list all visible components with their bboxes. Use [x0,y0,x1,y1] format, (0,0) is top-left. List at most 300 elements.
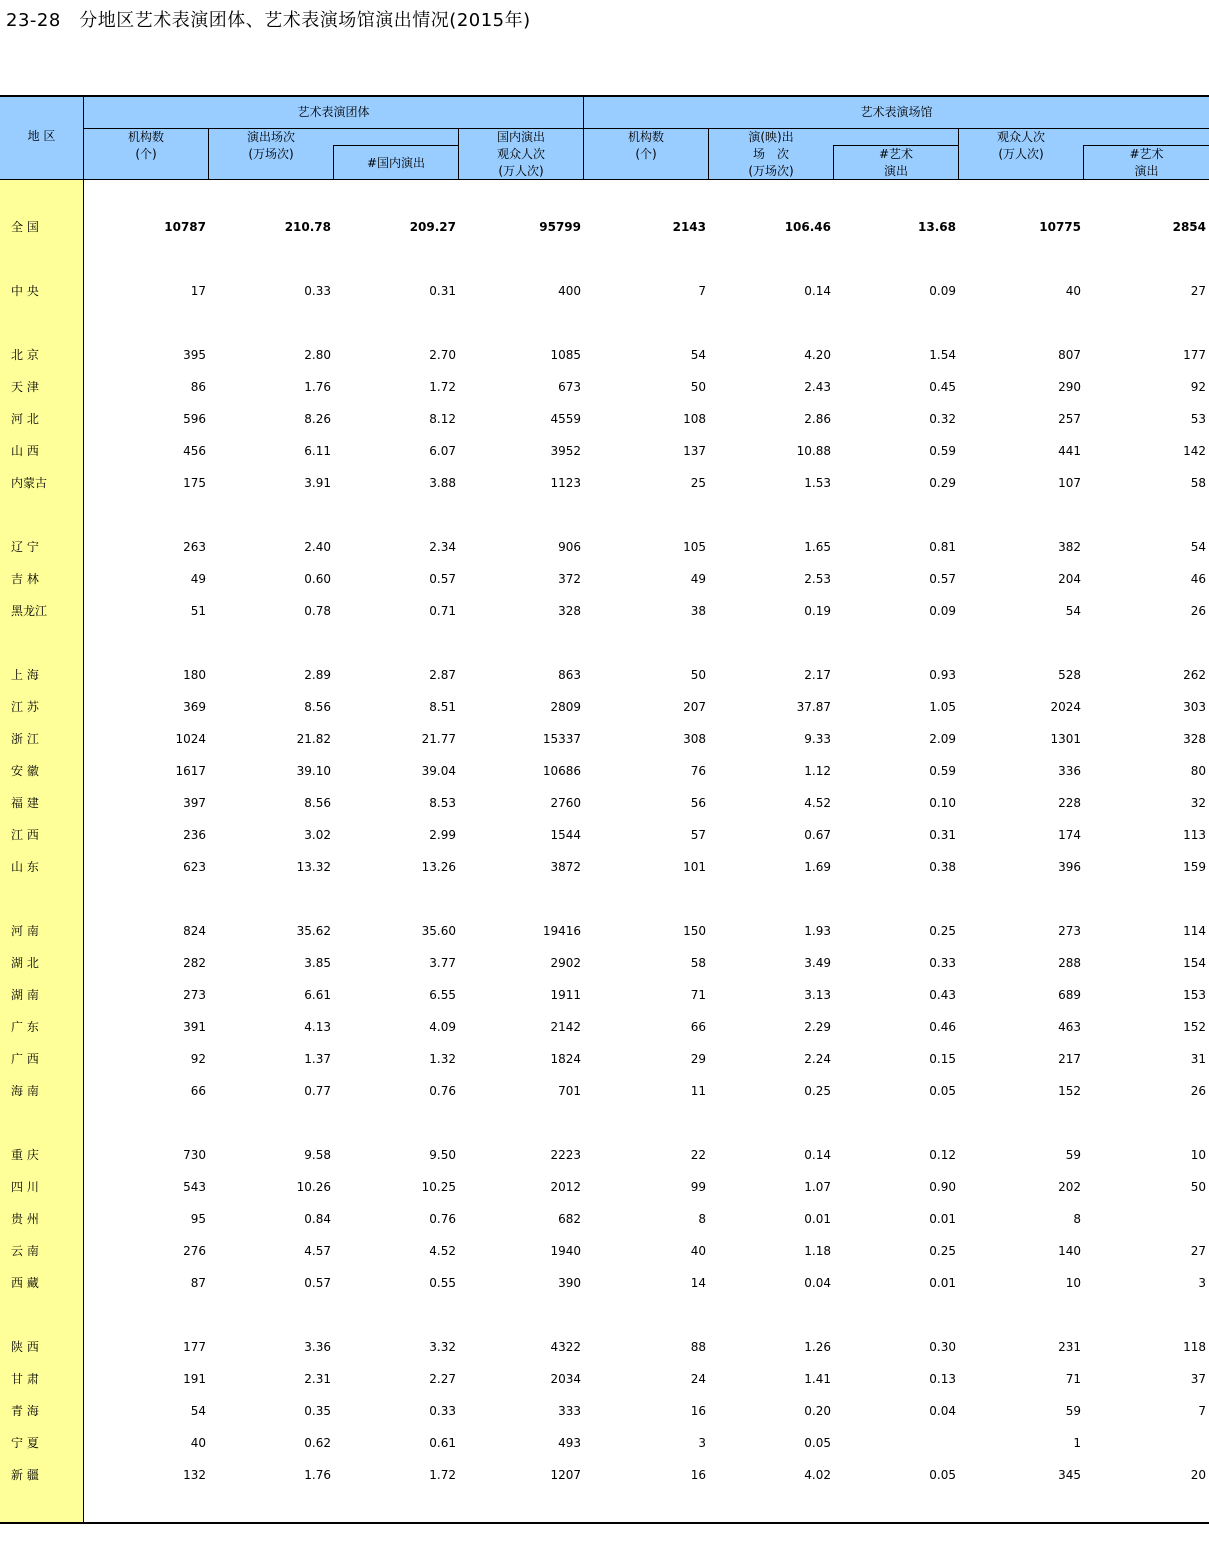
table-cell: 231 [1058,1340,1081,1354]
table-cell: 29 [690,1052,706,1066]
table-cell: 228 [1058,796,1081,810]
table-cell: 262 [1183,668,1206,682]
region-name: 河 北 [11,412,39,426]
header-divider [208,128,209,180]
table-cell: 328 [1183,732,1206,746]
table-cell: 26 [1190,1084,1206,1098]
table-cell: 0.25 [929,924,956,938]
region-name: 宁 夏 [11,1436,39,1450]
table-cell: 6.11 [304,444,331,458]
table-cell: 13.32 [296,860,331,874]
table-cell: 7 [1198,1404,1206,1418]
table-cell: 1.12 [804,764,831,778]
table-cell: 441 [1058,444,1081,458]
table-cell: 1911 [550,988,581,1002]
header-divider [1084,145,1209,146]
table-cell: 35.60 [421,924,456,938]
table-cell: 2854 [1172,220,1206,234]
table-cell: 50 [690,668,706,682]
table-cell: 0.61 [429,1436,456,1450]
table-cell: 0.60 [304,572,331,586]
table-cell: 0.71 [429,604,456,618]
table-cell: 2.34 [429,540,456,554]
table-cell: 66 [190,1084,206,1098]
table-cell: 9.33 [804,732,831,746]
table-cell: 391 [183,1020,206,1034]
col-header-venue-art-audience [1084,146,1209,180]
region-name: 黑龙江 [11,604,48,618]
table-cell: 2.31 [304,1372,331,1386]
table-cell: 105 [683,540,706,554]
table-cell: 15337 [542,732,581,746]
table-cell: 2.09 [929,732,956,746]
table-cell: 1.72 [429,380,456,394]
table-cell: 25 [690,476,706,490]
table-cell: 396 [1058,860,1081,874]
table-cell: 528 [1058,668,1081,682]
table-cell: 906 [558,540,581,554]
table-cell: 16 [690,1468,706,1482]
col-header-label: 演出场次 (万场次) [246,130,295,161]
table-cell: 87 [190,1276,206,1290]
region-name: 江 西 [11,828,39,842]
table-cell: 132 [183,1468,206,1482]
table-cell: 1.37 [304,1052,331,1066]
table-cell: 0.32 [929,412,956,426]
table-cell: 114 [1183,924,1206,938]
table-cell: 10.88 [796,444,831,458]
region-name: 浙 江 [11,732,39,746]
table-cell: 4559 [550,412,581,426]
table-cell: 336 [1058,764,1081,778]
region-name: 陕 西 [11,1340,39,1354]
table-cell: 372 [558,572,581,586]
region-name: 河 南 [11,924,39,938]
col-header-label: 机构数 (个) [627,130,664,161]
table-cell: 191 [183,1372,206,1386]
table-cell: 369 [183,700,206,714]
region-name: 中 央 [11,284,39,298]
table-cell: 2.80 [304,348,331,362]
table-cell: 0.29 [929,476,956,490]
table-cell: 2024 [1050,700,1081,714]
table-cell: 39.04 [421,764,456,778]
table-cell: 0.12 [929,1148,956,1162]
table-cell: 50 [1190,1180,1206,1194]
table-cell: 71 [690,988,706,1002]
table-cell: 8 [1073,1212,1081,1226]
col-header-label: 国内演出 观众人次 (万人次) [496,130,545,178]
table-cell: 382 [1058,540,1081,554]
table-cell: 10686 [542,764,581,778]
table-cell: 19416 [542,924,581,938]
table-cell: 3 [1198,1276,1206,1290]
col-header-venue-count [584,129,708,180]
table-cell: 0.33 [929,956,956,970]
region-name: 重 庆 [11,1148,39,1162]
region-name: 上 海 [11,668,39,682]
table-cell: 76 [690,764,706,778]
region-name: 山 西 [11,444,39,458]
table-cell: 1544 [550,828,581,842]
region-name: 内蒙古 [11,476,48,490]
table-cell: 0.25 [804,1084,831,1098]
table-cell: 0.84 [304,1212,331,1226]
table-cell: 0.31 [929,828,956,842]
table-cell: 57 [690,828,706,842]
table-cell: 0.59 [929,444,956,458]
table-cell: 54 [1190,540,1206,554]
table-cell: 54 [1065,604,1081,618]
table-cell: 1301 [1050,732,1081,746]
table-cell: 140 [1058,1244,1081,1258]
region-name: 全 国 [11,220,39,234]
table-cell: 2.87 [429,668,456,682]
table-cell: 863 [558,668,581,682]
table-cell: 308 [683,732,706,746]
table-cell: 20 [1190,1468,1206,1482]
table-cell: 8.26 [304,412,331,426]
table-cell: 210.78 [284,220,331,234]
region-name: 四 川 [11,1180,39,1194]
table-cell: 1824 [550,1052,581,1066]
table-cell: 101 [683,860,706,874]
table-bottom-border [0,1522,1209,1524]
table-cell: 1.53 [804,476,831,490]
table-cell: 58 [690,956,706,970]
col-header-troupe-count [84,129,208,180]
table-cell: 180 [183,668,206,682]
table-cell: 10 [1190,1148,1206,1162]
table-cell: 8 [698,1212,706,1226]
table-cell: 51 [190,604,206,618]
table-cell: 0.31 [429,284,456,298]
table-cell: 53 [1190,412,1206,426]
table-cell: 80 [1190,764,1206,778]
table-cell: 390 [558,1276,581,1290]
table-cell: 49 [690,572,706,586]
col-header-label: 演(映)出 场 次 (万场次) [748,130,794,178]
table-cell: 824 [183,924,206,938]
table-cell: 395 [183,348,206,362]
table-cell: 689 [1058,988,1081,1002]
table-cell: 290 [1058,380,1081,394]
table-cell: 202 [1058,1180,1081,1194]
region-name: 广 东 [11,1020,39,1034]
region-name: 云 南 [11,1244,39,1258]
table-cell: 1.07 [804,1180,831,1194]
header-divider [458,128,459,180]
table-cell: 3.85 [304,956,331,970]
table-cell: 86 [190,380,206,394]
table-cell: 50 [690,380,706,394]
table-cell: 3.32 [429,1340,456,1354]
table-cell: 1940 [550,1244,581,1258]
table-cell: 153 [1183,988,1206,1002]
group-header-troupes: 艺术表演团体 [84,97,583,128]
table-cell: 9.58 [304,1148,331,1162]
table-cell: 0.19 [804,604,831,618]
table-cell: 730 [183,1148,206,1162]
table-cell: 150 [683,924,706,938]
region-name: 吉 林 [11,572,39,586]
col-header-venue-art-shows [834,146,958,180]
table-cell: 22 [690,1148,706,1162]
table-cell: 204 [1058,572,1081,586]
table-cell: 2809 [550,700,581,714]
table-cell: 95799 [539,220,581,234]
table-cell: 1.69 [804,860,831,874]
table-cell: 3 [698,1436,706,1450]
table-cell: 397 [183,796,206,810]
table-cell: 21.82 [296,732,331,746]
table-cell: 40 [690,1244,706,1258]
table-cell: 0.33 [304,284,331,298]
table-cell: 11 [690,1084,706,1098]
table-cell: 6.61 [304,988,331,1002]
header-divider [708,128,709,180]
header-divider [583,97,584,180]
table-cell: 4.20 [804,348,831,362]
table-cell: 807 [1058,348,1081,362]
table-cell: 26 [1190,604,1206,618]
region-name: 广 西 [11,1052,39,1066]
col-header-label: #艺术 演出 [1129,147,1164,178]
table-cell: 1024 [175,732,206,746]
table-cell: 0.35 [304,1404,331,1418]
table-cell: 493 [558,1436,581,1450]
col-header-label: 观众人次 (万人次) [996,130,1045,161]
table-cell: 1.26 [804,1340,831,1354]
table-cell: 24 [690,1372,706,1386]
table-cell: 0.30 [929,1340,956,1354]
table-cell: 92 [1190,380,1206,394]
table-cell: 1.54 [929,348,956,362]
table-cell: 333 [558,1404,581,1418]
table-cell: 175 [183,476,206,490]
table-cell: 2142 [550,1020,581,1034]
table-cell: 0.78 [304,604,331,618]
table-cell: 0.57 [929,572,956,586]
table-cell: 257 [1058,412,1081,426]
group-header-venues: 艺术表演场馆 [584,97,1209,128]
table-cell: 0.14 [804,1148,831,1162]
table-cell: 0.01 [929,1212,956,1226]
table-cell: 1123 [550,476,581,490]
table-cell: 1.41 [804,1372,831,1386]
table-cell: 236 [183,828,206,842]
col-header-label: 机构数 (个) [127,130,164,161]
table-cell: 152 [1183,1020,1206,1034]
header-divider [834,145,959,146]
table-cell: 3.13 [804,988,831,1002]
region-column-divider [83,97,84,1523]
table-cell: 54 [190,1404,206,1418]
table-cell: 106.46 [784,220,831,234]
col-header-troupe-audience [459,129,583,180]
region-name: 辽 宁 [11,540,39,554]
table-cell: 3.36 [304,1340,331,1354]
region-name: 西 藏 [11,1276,39,1290]
table-cell: 46 [1190,572,1206,586]
table-cell: 2760 [550,796,581,810]
table-cell: 1 [1073,1436,1081,1450]
table-cell: 1.93 [804,924,831,938]
region-name: 新 疆 [11,1468,39,1482]
table-cell: 0.43 [929,988,956,1002]
table-cell: 1.32 [429,1052,456,1066]
table-cell: 54 [690,348,706,362]
table-cell: 2.24 [804,1052,831,1066]
table-cell: 10.26 [296,1180,331,1194]
table-cell: 1.76 [304,380,331,394]
table-cell: 32 [1190,796,1206,810]
region-name: 海 南 [11,1084,39,1098]
table-cell: 0.62 [304,1436,331,1450]
header-divider [833,145,834,180]
table-cell: 8.51 [429,700,456,714]
table-cell: 2.89 [304,668,331,682]
table-cell: 174 [1058,828,1081,842]
table-cell: 701 [558,1084,581,1098]
table-cell: 2.29 [804,1020,831,1034]
table-cell: 2.99 [429,828,456,842]
table-cell: 4.52 [804,796,831,810]
table-cell: 0.55 [429,1276,456,1290]
table-cell: 4.13 [304,1020,331,1034]
table-cell: 1.05 [929,700,956,714]
table-cell: 282 [183,956,206,970]
table-cell: 682 [558,1212,581,1226]
header-divider [958,128,959,180]
table-cell: 49 [190,572,206,586]
table-cell: 0.13 [929,1372,956,1386]
region-name: 贵 州 [11,1212,39,1226]
table-cell: 4.09 [429,1020,456,1034]
table-cell: 17 [190,284,206,298]
table-cell: 2143 [672,220,706,234]
table-cell: 596 [183,412,206,426]
region-name: 甘 肃 [11,1372,39,1386]
table-cell: 3.88 [429,476,456,490]
table-cell: 107 [1058,476,1081,490]
table-cell: 303 [1183,700,1206,714]
table-cell: 9.50 [429,1148,456,1162]
table-cell: 0.09 [929,604,956,618]
table-cell: 0.15 [929,1052,956,1066]
table-cell: 0.81 [929,540,956,554]
table-cell: 0.76 [429,1084,456,1098]
region-name: 江 苏 [11,700,39,714]
table-cell: 177 [183,1340,206,1354]
table-cell: 37.87 [796,700,831,714]
table-cell: 8.56 [304,796,331,810]
table-cell: 2.43 [804,380,831,394]
table-cell: 0.46 [929,1020,956,1034]
table-cell: 108 [683,412,706,426]
table-cell: 66 [690,1020,706,1034]
table-cell: 288 [1058,956,1081,970]
table-cell: 3.77 [429,956,456,970]
table-cell: 2.17 [804,668,831,682]
table-cell: 1207 [550,1468,581,1482]
table-cell: 0.57 [304,1276,331,1290]
table-cell: 31 [1190,1052,1206,1066]
table-cell: 56 [690,796,706,810]
table-cell: 4.52 [429,1244,456,1258]
table-cell: 10775 [1039,220,1081,234]
table-cell: 0.57 [429,572,456,586]
table-cell: 673 [558,380,581,394]
table-cell: 273 [1058,924,1081,938]
table-cell: 6.55 [429,988,456,1002]
header-divider [333,145,334,180]
table-cell: 10787 [164,220,206,234]
table-cell: 2.70 [429,348,456,362]
table-cell: 99 [690,1180,706,1194]
table-cell: 92 [190,1052,206,1066]
table-cell: 3.91 [304,476,331,490]
table-cell: 38 [690,604,706,618]
table-cell: 10.25 [421,1180,456,1194]
header-bottom-border [0,179,1209,180]
table-cell: 159 [1183,860,1206,874]
region-name: 湖 南 [11,988,39,1002]
region-name: 山 东 [11,860,39,874]
region-header-label: 地 区 [27,129,56,143]
table-cell: 0.14 [804,284,831,298]
table-cell: 1.72 [429,1468,456,1482]
table-cell: 1085 [550,348,581,362]
table-cell: 2223 [550,1148,581,1162]
table-cell: 0.10 [929,796,956,810]
region-name: 青 海 [11,1404,39,1418]
table-cell: 2.40 [304,540,331,554]
table-cell: 10 [1065,1276,1081,1290]
table-cell: 118 [1183,1340,1206,1354]
table-cell: 400 [558,284,581,298]
table-cell: 0.93 [929,668,956,682]
table-cell: 0.33 [429,1404,456,1418]
table-cell: 0.05 [929,1084,956,1098]
table-cell: 1617 [175,764,206,778]
table-cell: 27 [1190,284,1206,298]
table-cell: 27 [1190,1244,1206,1258]
table-cell: 37 [1190,1372,1206,1386]
table-cell: 456 [183,444,206,458]
region-name: 福 建 [11,796,39,810]
table-cell: 2.53 [804,572,831,586]
table-cell: 7 [698,284,706,298]
table-cell: 3952 [550,444,581,458]
table-cell: 207 [683,700,706,714]
table-cell: 13.26 [421,860,456,874]
table-cell: 0.05 [929,1468,956,1482]
table-cell: 40 [190,1436,206,1450]
table-cell: 3.02 [304,828,331,842]
table-cell: 0.77 [304,1084,331,1098]
table-cell: 0.59 [929,764,956,778]
col-header-label: #艺术 演出 [878,147,914,178]
table-cell: 59 [1065,1148,1081,1162]
table-cell: 0.01 [804,1212,831,1226]
table-cell: 217 [1058,1052,1081,1066]
table-cell: 3872 [550,860,581,874]
region-name: 天 津 [11,380,39,394]
table-cell: 0.38 [929,860,956,874]
col-header-troupe-domestic: #国内演出 [334,146,458,180]
table-cell: 0.45 [929,380,956,394]
